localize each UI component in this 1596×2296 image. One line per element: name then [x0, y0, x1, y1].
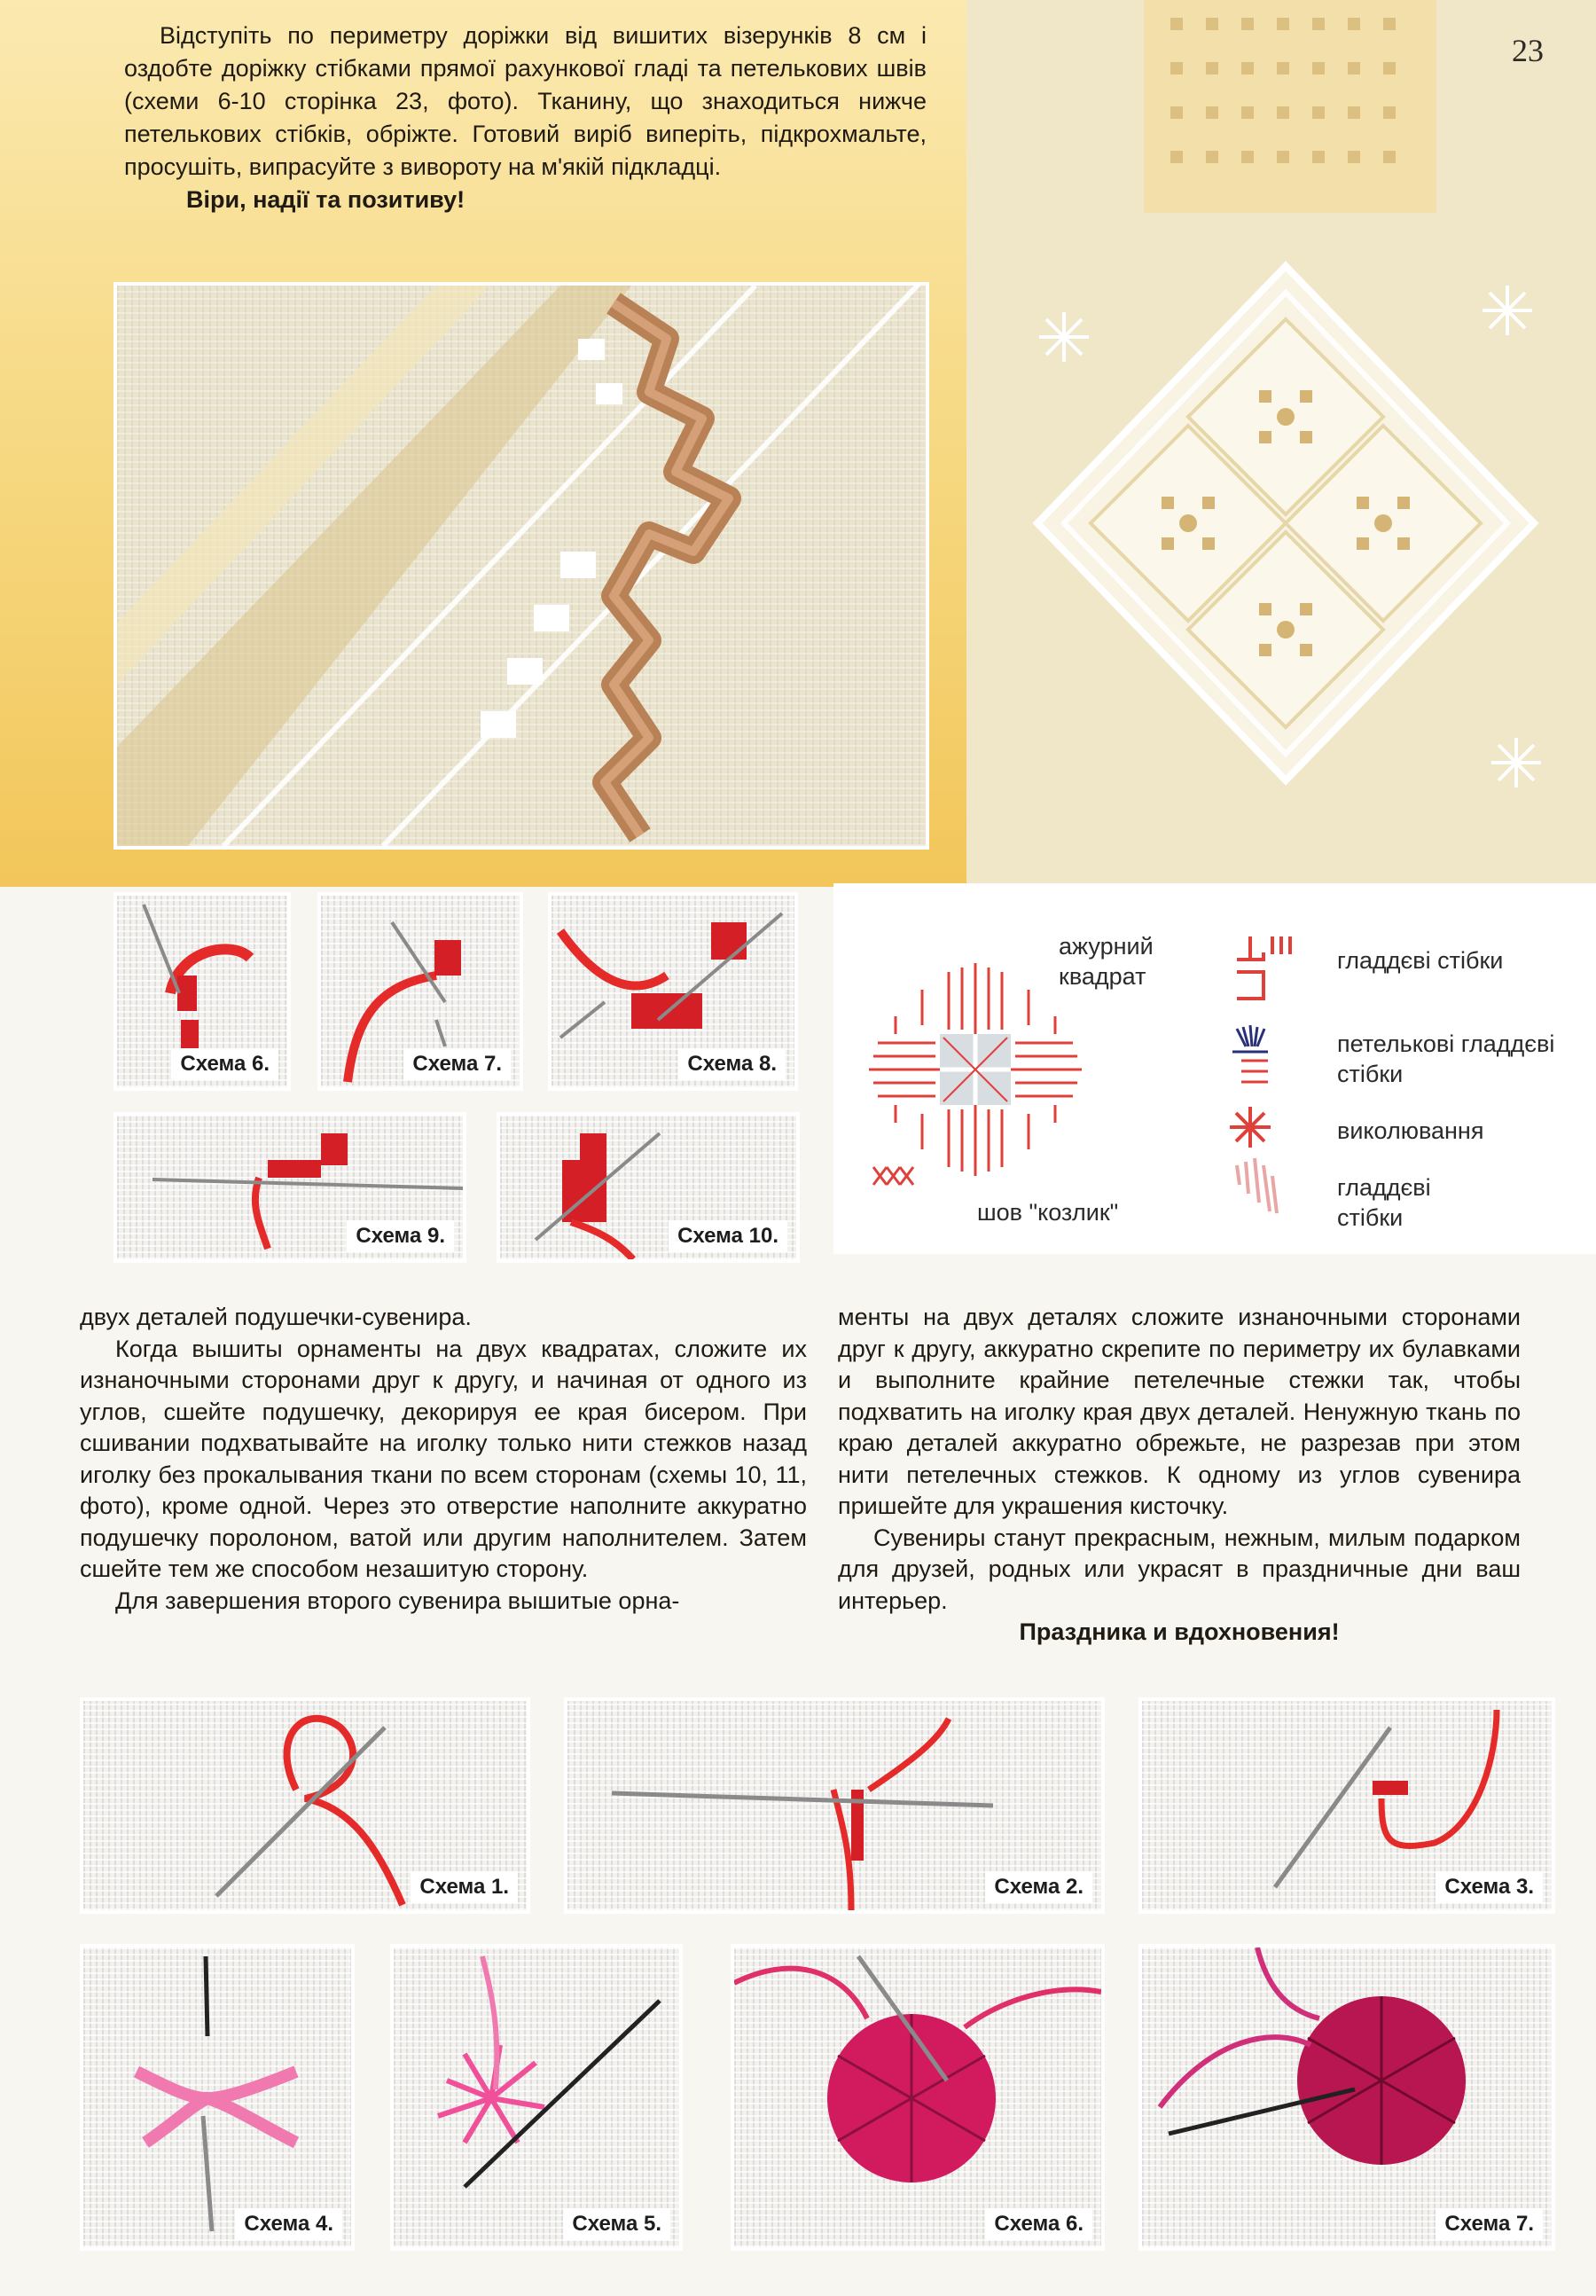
top-scheme-6 — [113, 892, 291, 1091]
page-number: 23 — [1512, 33, 1544, 68]
bottom-scheme-2 — [564, 1697, 1105, 1914]
stitch-legend — [833, 883, 1596, 1254]
bottom-scheme-5 — [390, 1944, 683, 2251]
satin-stitch-icon — [1237, 936, 1290, 999]
satin-stitch-pink-icon — [1237, 1158, 1277, 1213]
top-scheme-7 — [317, 892, 523, 1091]
bottom-scheme-7 — [1138, 1944, 1555, 2251]
runner-photo — [113, 282, 929, 850]
intro-paragraph-block — [124, 20, 927, 216]
bottom-scheme-6 — [731, 1944, 1105, 2251]
body-paragraph: Когда вышиты орнаменты на двух квадратах, сложите их изнаночными сторонами друг к другу, и начиная от одного из углов, сшейте подушечку, декорируя ее края бисером. При сшивании подхватывайте на иголку только нити стежков назад иголку без прокалывания ткани по всем сторонам (схемы 10, 11, фото), кроме одной. Через это отверстие наполните аккуратно подушечку поролоном, ватой или другим наполнителем. Затем сшейте тем же способом незашитую сторону. — [80, 1335, 807, 1582]
legend-kozlik-label: шов "козлик" — [977, 1199, 1119, 1226]
buttonhole-stitch-icon — [1232, 1025, 1268, 1082]
legend-item-label: гладдєві стібки — [1337, 1174, 1431, 1231]
bottom-scheme-3 — [1138, 1697, 1555, 1914]
bottom-scheme-1 — [80, 1697, 530, 1914]
scheme-caption: Схема 9. — [347, 1220, 454, 1252]
bottom-scheme-4 — [80, 1944, 355, 2251]
scheme-caption: Схема 6. — [171, 1048, 278, 1080]
scheme-caption: Схема 10. — [669, 1220, 787, 1252]
scheme-caption: Схема 5. — [563, 2208, 670, 2240]
legend-item-label: петелькові гладдєві стібки — [1337, 1030, 1555, 1087]
legend-ajour-label: ажурний квадрат — [1059, 933, 1154, 990]
body-paragraph: Сувениры станут прекрасным, нежным, милым подарком для друзей, родных или украсят в праздничные дни ваш интерьер. — [838, 1524, 1521, 1614]
body-paragraph: Для завершения второго сувенира вышитые орна- — [115, 1587, 680, 1614]
herringbone-stitch-icon — [873, 1167, 913, 1185]
top-scheme-9 — [113, 1112, 466, 1263]
scheme-caption: Схема 6. — [985, 2208, 1092, 2240]
intro-paragraph: Відступіть по периметру доріжки від вишитих візерунків 8 см і оздобте доріжку стібками прямої рахункової гладі та петелькових швів (схеми 6-10 сторінка 23, фото). Тканину, що знаходиться нижче петелькових стібків, обріжте. Готовий виріб виперіть, підкрохмальте, просушіть, випрасуйте з вивороту на м'якій підкладці. — [124, 22, 927, 180]
body-right-column — [838, 1302, 1521, 1649]
ajour-embroidery-photo — [966, 0, 1596, 887]
legend-item-label: виколювання — [1337, 1117, 1484, 1144]
scheme-caption: Схема 3. — [1436, 1871, 1543, 1903]
scheme-caption: Схема 4. — [235, 2208, 342, 2240]
scheme-caption: Схема 8. — [678, 1048, 786, 1080]
scheme-caption: Схема 7. — [1436, 2208, 1543, 2240]
scheme-caption: Схема 7. — [403, 1048, 511, 1080]
body-paragraph: двух деталей подушечки-сувенира. — [80, 1304, 472, 1330]
legend-item-label: гладдєві стібки — [1337, 947, 1504, 974]
body-paragraph: менты на двух деталях сложите изнаночными сторонами друг к другу, аккуратно скрепите по периметру их булавками и выполните крайние петелечные стежки так, чтобы подхватить на иголку края двух деталей. Ненужную ткань по краю деталей аккуратно обрежьте, не разрезав при этом нити петелечных стежков. К одному из углов сувенира пришейте для украшения кисточку. — [838, 1304, 1521, 1519]
scheme-caption: Схема 2. — [985, 1871, 1092, 1903]
body-left-column — [80, 1302, 807, 1617]
intro-wish: Віри, надії та позитиву! — [186, 186, 466, 213]
top-scheme-10 — [497, 1112, 800, 1263]
scheme-caption: Схема 1. — [411, 1871, 518, 1903]
top-scheme-8 — [548, 892, 798, 1091]
eyelet-icon — [1230, 1107, 1271, 1148]
closing-wish: Праздника и вдохновения! — [1019, 1618, 1340, 1645]
